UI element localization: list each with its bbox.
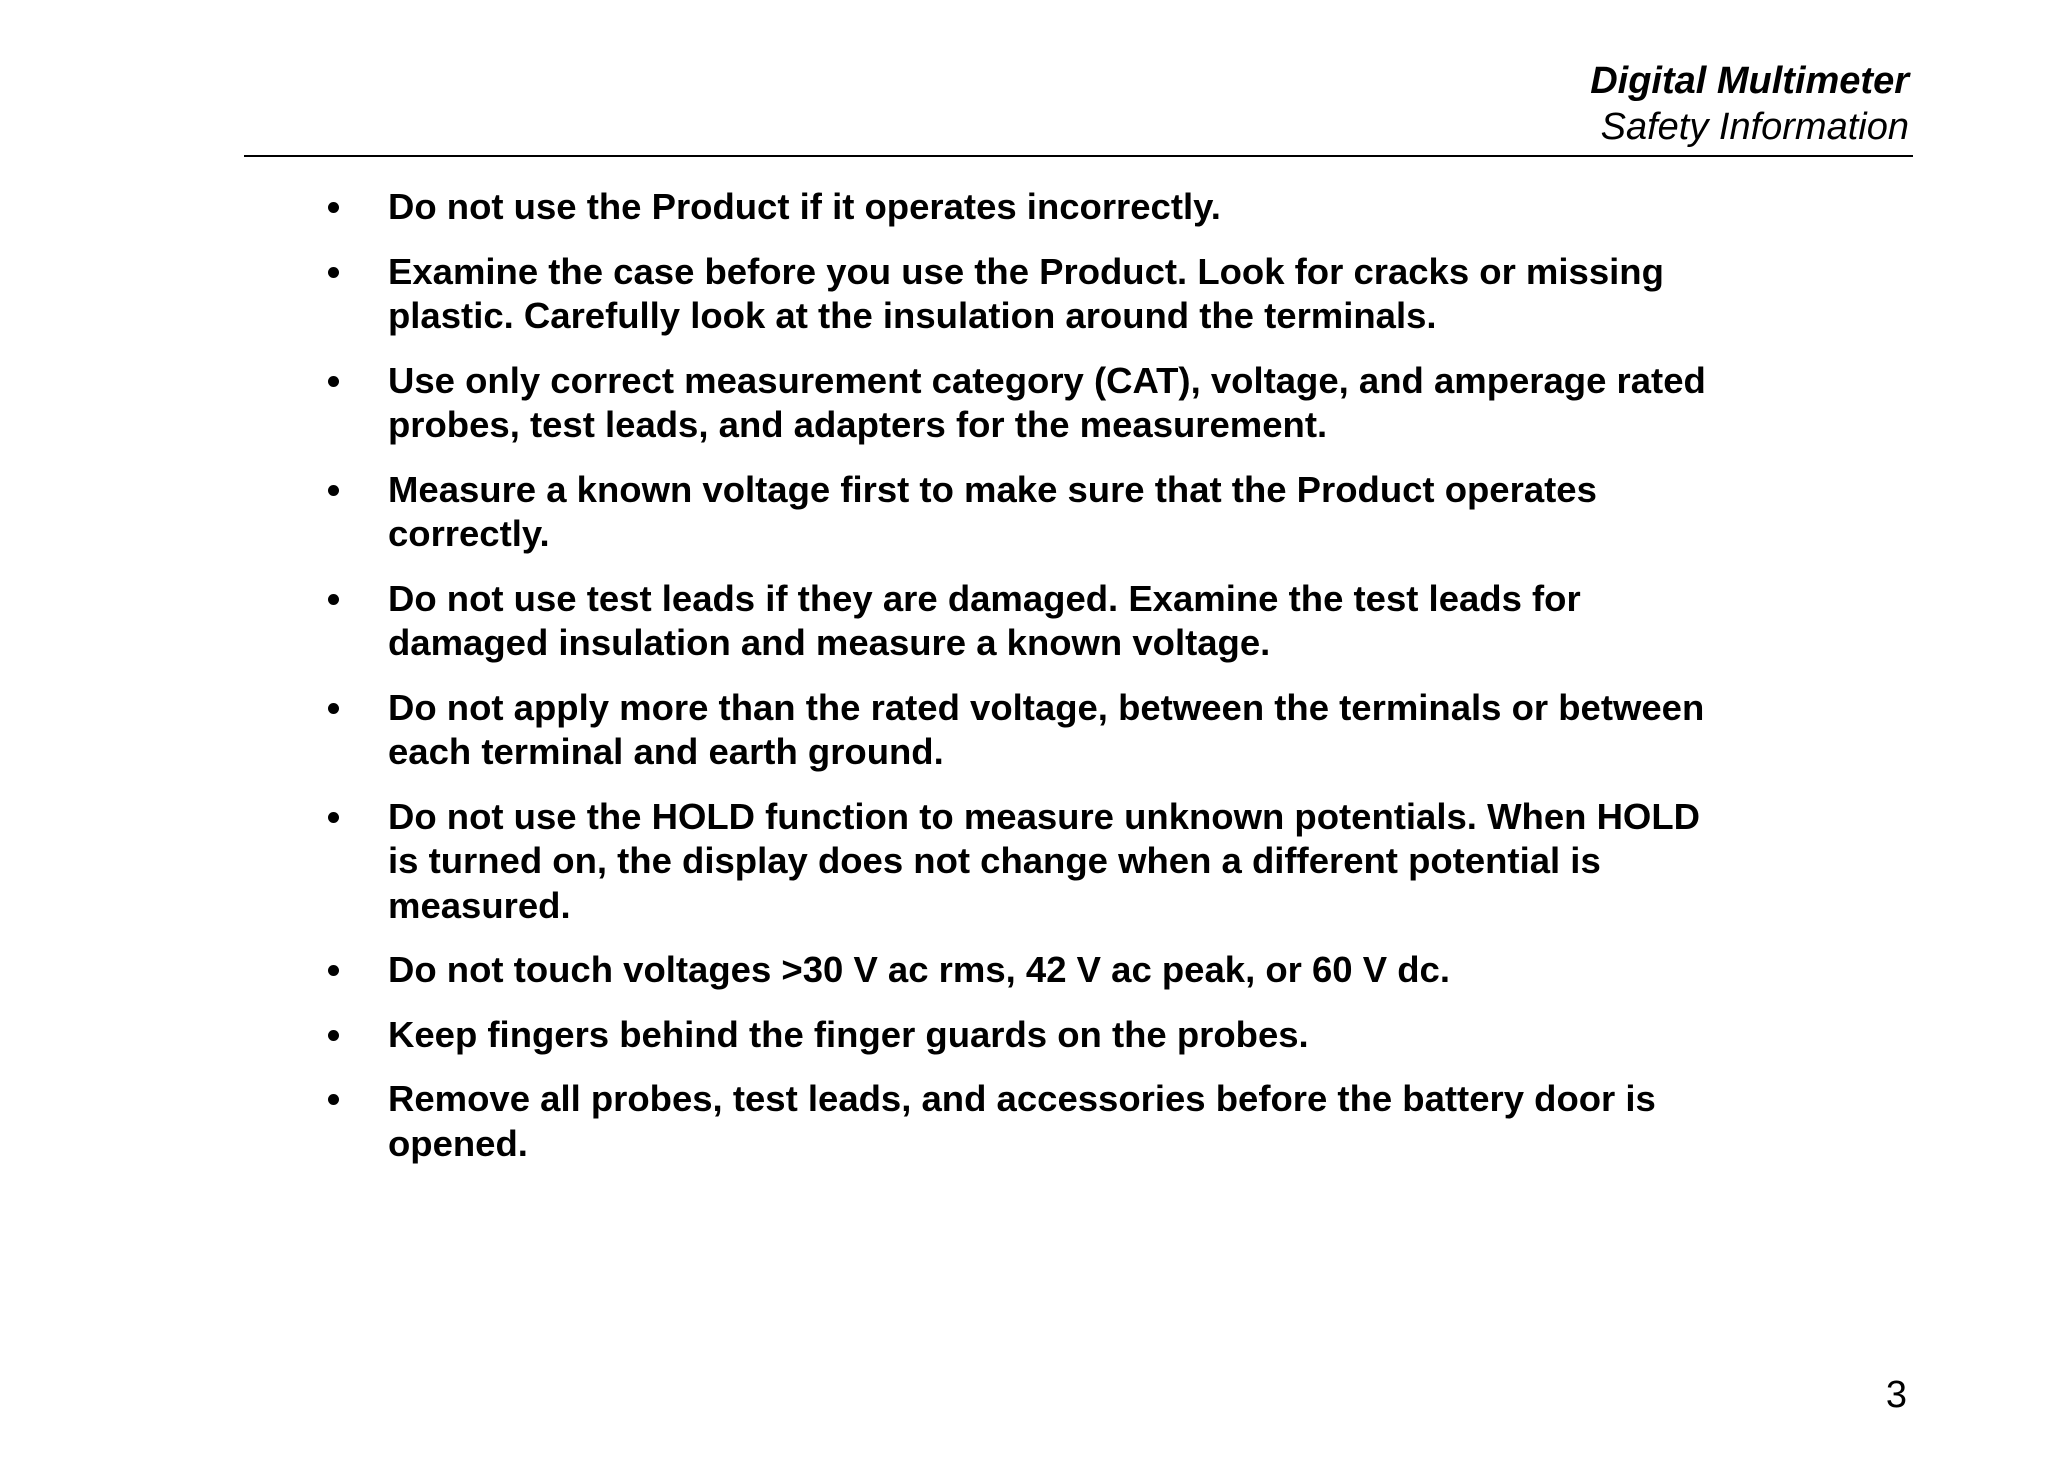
bullet-icon [328, 202, 339, 213]
bullet-item [316, 686, 1876, 775]
bullet-text: Remove all probes, test leads, and accessories before the battery door is opened. [388, 1078, 1656, 1164]
bullet-item [316, 948, 1876, 993]
bullet-icon [328, 1094, 339, 1105]
bullet-icon [328, 485, 339, 496]
bullet-icon [328, 965, 339, 976]
bullet-item [316, 185, 1876, 230]
bullet-item [316, 577, 1876, 666]
bullet-item [316, 250, 1876, 339]
bullet-item [316, 1077, 1876, 1166]
bullet-text: Keep fingers behind the finger guards on the probes. [388, 1013, 1309, 1055]
page-number: 3 [1885, 1374, 1907, 1416]
bullet-icon [328, 376, 339, 387]
bullet-text: Do not use the Product if it operates incorrectly. [388, 186, 1221, 227]
bullet-icon [328, 594, 339, 605]
bullet-icon [328, 1030, 339, 1041]
bullet-item [316, 468, 1876, 557]
bullet-text: Do not apply more than the rated voltage, between the terminals or between each terminal and earth ground. [388, 686, 1705, 772]
bullet-item [316, 795, 1876, 929]
header-divider [244, 155, 1913, 157]
bullet-text: Use only correct measurement category (CAT), voltage, and amperage rated probes, test leads, and adapters for the measurement. [388, 359, 1706, 445]
safety-bullet-list [316, 185, 1876, 1186]
bullet-text: Measure a known voltage first to make sure that the Product operates correctly. [388, 468, 1597, 554]
bullet-text: Examine the case before you use the Product. Look for cracks or missing plastic. Carefully look at the insulation around the terminals. [388, 250, 1664, 336]
bullet-text: Do not use test leads if they are damaged. Examine the test leads for damaged insulation and measure a known voltage. [388, 577, 1581, 663]
header-title: Digital Multimeter [1590, 60, 1909, 102]
header-subtitle: Safety Information [1600, 106, 1909, 148]
bullet-item [316, 359, 1876, 448]
bullet-icon [328, 812, 339, 823]
bullet-item [316, 1013, 1876, 1058]
bullet-icon [328, 703, 339, 714]
bullet-icon [328, 267, 339, 278]
bullet-text: Do not use the HOLD function to measure unknown potentials. When HOLD is turned on, the display does not change when a different potential is measured. [388, 795, 1700, 926]
running-header [1590, 58, 1909, 150]
bullet-text: Do not touch voltages >30 V ac rms, 42 V ac peak, or 60 V dc. [388, 949, 1450, 990]
